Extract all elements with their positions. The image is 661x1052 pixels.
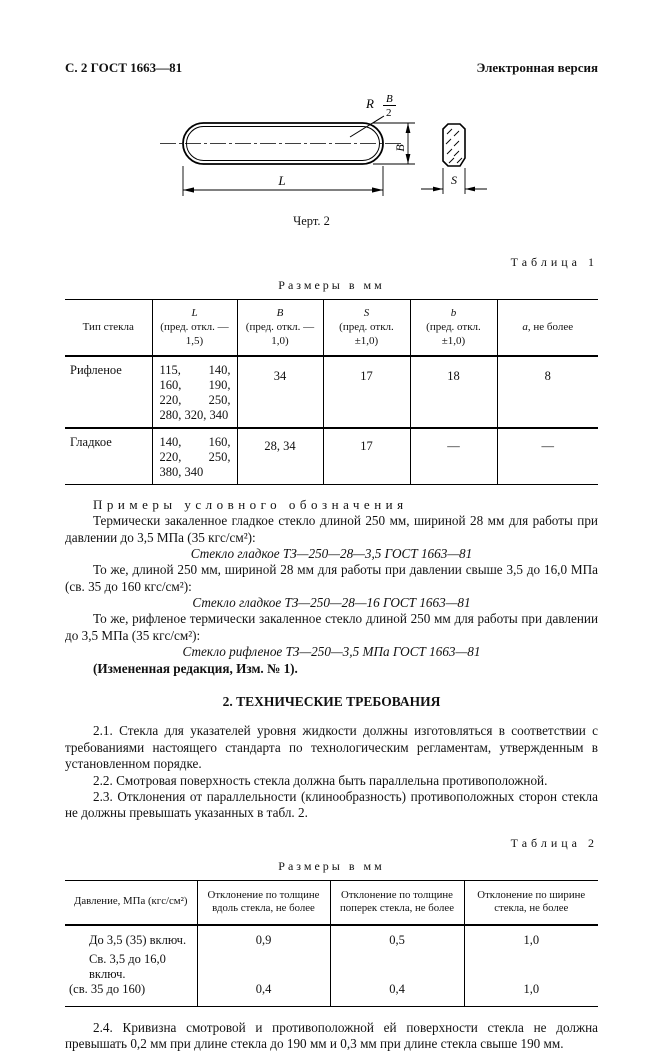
table-cell: 115, 140, 160, 190, 220, 250, 280, 320, 340 — [152, 356, 237, 428]
paragraph-2-2: 2.2. Смотровая поверхность стекла должна быть параллельна противоположной. — [93, 772, 548, 788]
table-cell: 17 — [323, 428, 410, 485]
paragraph-2-4: 2.4. Кривизна смотровой и противоположной ей поверхности стекла не должна превышать 0,2 мм при длине стекла до 190 мм и 0,3 мм при длине стекла свыше 190 мм. — [65, 1019, 598, 1051]
table1-col-l: L (пред. откл. —1,5) — [152, 300, 237, 357]
amendment-note: (Измененная редакция, Изм. № 1). — [93, 661, 298, 677]
table1-col-b: B (пред. откл. —1,0) — [237, 300, 323, 357]
table-cell: 8 — [497, 356, 598, 428]
table2-deviations — [65, 880, 598, 1007]
table1-col-type: Тип стекла — [65, 300, 152, 357]
table-cell: 1,0 — [464, 925, 598, 948]
dim-s-label: S — [451, 173, 457, 187]
table2-col-pressure: Давление, МПа (кгс/см²) — [65, 880, 197, 924]
example-1-text: Термически закаленное гладкое стекло длиной 250 мм, шириной 28 мм для работы при давлении до 3,5 МПа (35 кгс/см²): — [65, 513, 598, 545]
example-3-text: То же, рифленое термически закаленное стекло длиной 250 мм для работы при давлении до 3,5 МПа (35 кгс/см²): — [65, 611, 598, 643]
table2-units: Размеры в мм — [278, 858, 385, 873]
table2-row-2 — [65, 948, 598, 1007]
table-cell: До 3,5 (35) включ. — [89, 932, 187, 947]
dim-l-label: L — [278, 173, 286, 188]
table-cell: — — [497, 428, 598, 485]
table-cell: — — [410, 428, 497, 485]
table1-dimensions — [65, 299, 598, 485]
paragraph-2-3: 2.3. Отклонения от параллельности (клинообразность) противоположных сторон стекла не должны превышать указанных в табл. 2. — [65, 788, 598, 821]
technical-drawing — [65, 86, 598, 204]
table1-label: Таблица 1 — [510, 255, 598, 269]
page-header — [65, 60, 598, 76]
example-2-text: То же, длиной 250 мм, шириной 28 мм для работы при давлении свыше 3,5 до 16,0 МПа (св. 35 до 160 кгс/см²): — [65, 562, 598, 594]
table1-col-a: a, не более — [497, 300, 598, 357]
table2-col-width: Отклонение по ширине стекла, не более — [464, 880, 598, 924]
page-number-gost: С. 2 ГОСТ 1663—81 — [65, 60, 183, 75]
table2-header-row — [65, 880, 598, 924]
example-2-designation: Стекло гладкое ТЗ—250—28—16 ГОСТ 1663—81 — [192, 595, 471, 611]
glass-drawing-svg — [0, 86, 661, 204]
electronic-version-label: Электронная версия — [476, 60, 598, 75]
side-view — [421, 124, 487, 194]
table-cell: 0,4 — [330, 948, 464, 1007]
table-cell: 0,9 — [197, 925, 330, 948]
section-2-title: 2. ТЕХНИЧЕСКИЕ ТРЕБОВАНИЯ — [222, 694, 441, 710]
paragraph-2-1: 2.1. Стекла для указателей уровня жидкости должны изготовляться в соответствии с требованиями настоящего стандарта по технологическим регламентам, утвержденным в установленном порядке. — [65, 723, 598, 772]
svg-text:B: B — [386, 93, 393, 105]
table1-units: Размеры в мм — [278, 278, 385, 292]
table1-header-row — [65, 300, 598, 357]
table-cell: 0,4 — [197, 948, 330, 1007]
table-cell: 28, 34 — [237, 428, 323, 485]
table-cell: Рифленое — [65, 356, 152, 428]
table1-row-smooth — [65, 428, 598, 485]
table-cell: 1,0 — [464, 948, 598, 1007]
example-1-designation: Стекло гладкое ТЗ—250—28—3,5 ГОСТ 1663—81 — [190, 545, 473, 561]
svg-text:R: R — [366, 96, 374, 111]
example-3-designation: Стекло рифленое ТЗ—250—3,5 МПа ГОСТ 1663—81 — [182, 644, 481, 660]
dim-b-label: B — [393, 144, 407, 152]
table2-col-along: Отклонение по толщине вдоль стекла, не более — [197, 880, 330, 924]
table1-row-rifled — [65, 356, 598, 428]
glass-hatching — [446, 129, 462, 163]
table-cell: Св. 3,5 до 16,0 включ. (св. 35 до 160) — [69, 951, 166, 996]
table-cell: 34 — [237, 356, 323, 428]
table-cell: 140, 160, 220, 250, 380, 340 — [152, 428, 237, 485]
table1-col-b-small: b (пред. откл. ±1,0) — [410, 300, 497, 357]
figure-caption: Черт. 2 — [293, 214, 330, 228]
table2-col-across: Отклонение по толщине поперек стекла, не более — [330, 880, 464, 924]
table-cell: 0,5 — [330, 925, 464, 948]
table2-label: Таблица 2 — [510, 835, 598, 850]
table-cell: 18 — [410, 356, 497, 428]
dim-s-arrows — [433, 187, 475, 192]
radius-label — [365, 93, 396, 119]
table2-row-1 — [65, 925, 598, 948]
table1-col-s: S (пред. откл. ±1,0) — [323, 300, 410, 357]
table-cell: Гладкое — [70, 435, 112, 450]
svg-text:2: 2 — [386, 107, 392, 119]
table-cell: 17 — [323, 356, 410, 428]
examples-heading: Примеры условного обозначения — [93, 497, 408, 513]
